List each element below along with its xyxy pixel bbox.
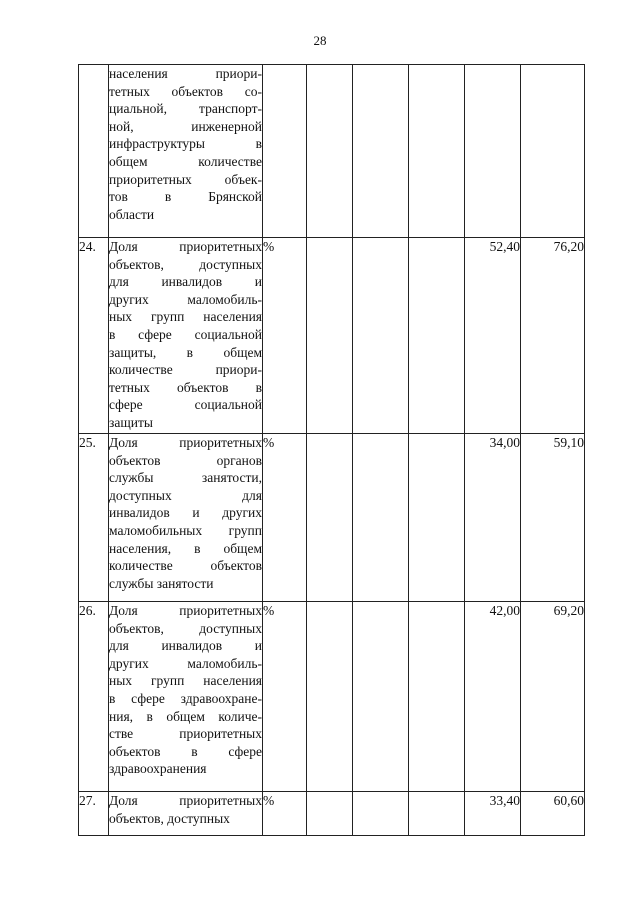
indicator-name-line: общем количестве [109, 153, 262, 169]
indicator-name-line: в сфере социальной [109, 326, 262, 342]
indicator-name-line: циальной, транспорт- [109, 101, 262, 117]
indicator-name [109, 792, 263, 836]
value-cell-col5 [353, 65, 409, 238]
table-row [79, 792, 585, 836]
table-row [79, 238, 585, 434]
unit-cell: % [263, 238, 307, 434]
value-cell-col8: 59,10 [521, 434, 585, 602]
indicator-name-line: тов в Брянской [109, 189, 262, 205]
indicator-name-line: доступных для [109, 487, 262, 503]
indicator-name-line: других маломобиль- [109, 291, 262, 307]
value-cell-col4 [307, 792, 353, 836]
indicator-name-line: инвалидов и других [109, 505, 262, 521]
value-cell-col5 [353, 238, 409, 434]
indicator-name-line: Доля приоритетных [109, 793, 262, 808]
indicator-name-line: ных групп населения [109, 309, 262, 325]
unit-cell [263, 65, 307, 238]
indicator-table [78, 64, 585, 836]
table-row [79, 434, 585, 602]
indicator-name-line: Доля приоритетных [109, 603, 262, 618]
value-cell-col4 [307, 65, 353, 238]
indicator-name-line: количестве приори- [109, 362, 262, 378]
indicator-name [109, 602, 263, 792]
value-cell-col8: 69,20 [521, 602, 585, 792]
value-cell-col8: 76,20 [521, 238, 585, 434]
indicator-name-line: объектов органов [109, 452, 262, 468]
indicator-name-line: объектов, доступных [109, 256, 262, 272]
indicator-name-line: сфере социальной [109, 397, 262, 413]
row-number: 27. [79, 792, 109, 836]
value-cell-col5 [353, 602, 409, 792]
value-cell-col5 [353, 434, 409, 602]
indicator-name-line: инфраструктуры в [109, 136, 262, 152]
value-cell-col6 [409, 434, 465, 602]
value-cell-col4 [307, 434, 353, 602]
table-row [79, 602, 585, 792]
value-cell-col5 [353, 792, 409, 836]
indicator-name-line: количестве объектов [109, 558, 262, 574]
row-number: 24. [79, 238, 109, 434]
value-cell-col6 [409, 238, 465, 434]
indicator-name-line: приоритетных объек- [109, 171, 262, 187]
indicator-name-line: защиты [109, 414, 153, 430]
value-cell-col8: 60,60 [521, 792, 585, 836]
indicator-name [109, 238, 263, 434]
indicator-name-line: для инвалидов и [109, 638, 262, 654]
value-cell-col6 [409, 602, 465, 792]
row-number [79, 65, 109, 238]
value-cell-col4 [307, 238, 353, 434]
indicator-name-line: населения приори- [109, 66, 262, 81]
indicator-name [109, 434, 263, 602]
value-cell-col7: 34,00 [465, 434, 521, 602]
indicator-name-line: ных групп населения [109, 673, 262, 689]
indicator-name-line: Доля приоритетных [109, 239, 262, 254]
page-number: 28 [313, 33, 327, 48]
indicator-name-line: для инвалидов и [109, 274, 262, 290]
unit-cell: % [263, 434, 307, 602]
indicator-name-line: Доля приоритетных [109, 435, 262, 450]
indicator-name-line: в сфере здравоохране- [109, 690, 262, 706]
value-cell-col8 [521, 65, 585, 238]
indicator-name-line: объектов, доступных [109, 620, 262, 636]
value-cell-col6 [409, 792, 465, 836]
indicator-name [109, 65, 263, 238]
value-cell-col6 [409, 65, 465, 238]
value-cell-col7: 52,40 [465, 238, 521, 434]
indicator-name-line: тетных объектов в [109, 379, 262, 395]
indicator-name-line: населения, в общем [109, 540, 262, 556]
indicator-name-line: объектов в сфере [109, 743, 262, 759]
row-number: 25. [79, 434, 109, 602]
indicator-name-line: службы занятости [109, 575, 214, 591]
indicator-name-line: других маломобиль- [109, 655, 262, 671]
indicator-name-line: ния, в общем количе- [109, 708, 262, 724]
indicator-name-line: тетных объектов со- [109, 83, 262, 99]
value-cell-col7 [465, 65, 521, 238]
value-cell-col7: 42,00 [465, 602, 521, 792]
value-cell-col7: 33,40 [465, 792, 521, 836]
value-cell-col4 [307, 602, 353, 792]
row-number: 26. [79, 602, 109, 792]
unit-cell: % [263, 602, 307, 792]
indicator-name-line: службы занятости, [109, 470, 262, 486]
indicator-name-line: маломобильных групп [109, 522, 262, 538]
indicator-name-line: объектов, доступных [109, 810, 230, 826]
table-body [79, 65, 585, 836]
indicator-name-line: ной, инженерной [109, 118, 262, 134]
indicator-name-line: стве приоритетных [109, 726, 262, 742]
indicator-name-line: здравоохранения [109, 761, 207, 777]
indicator-name-line: защиты, в общем [109, 344, 262, 360]
indicator-name-line: области [109, 206, 155, 222]
unit-cell: % [263, 792, 307, 836]
table-row [79, 65, 585, 238]
